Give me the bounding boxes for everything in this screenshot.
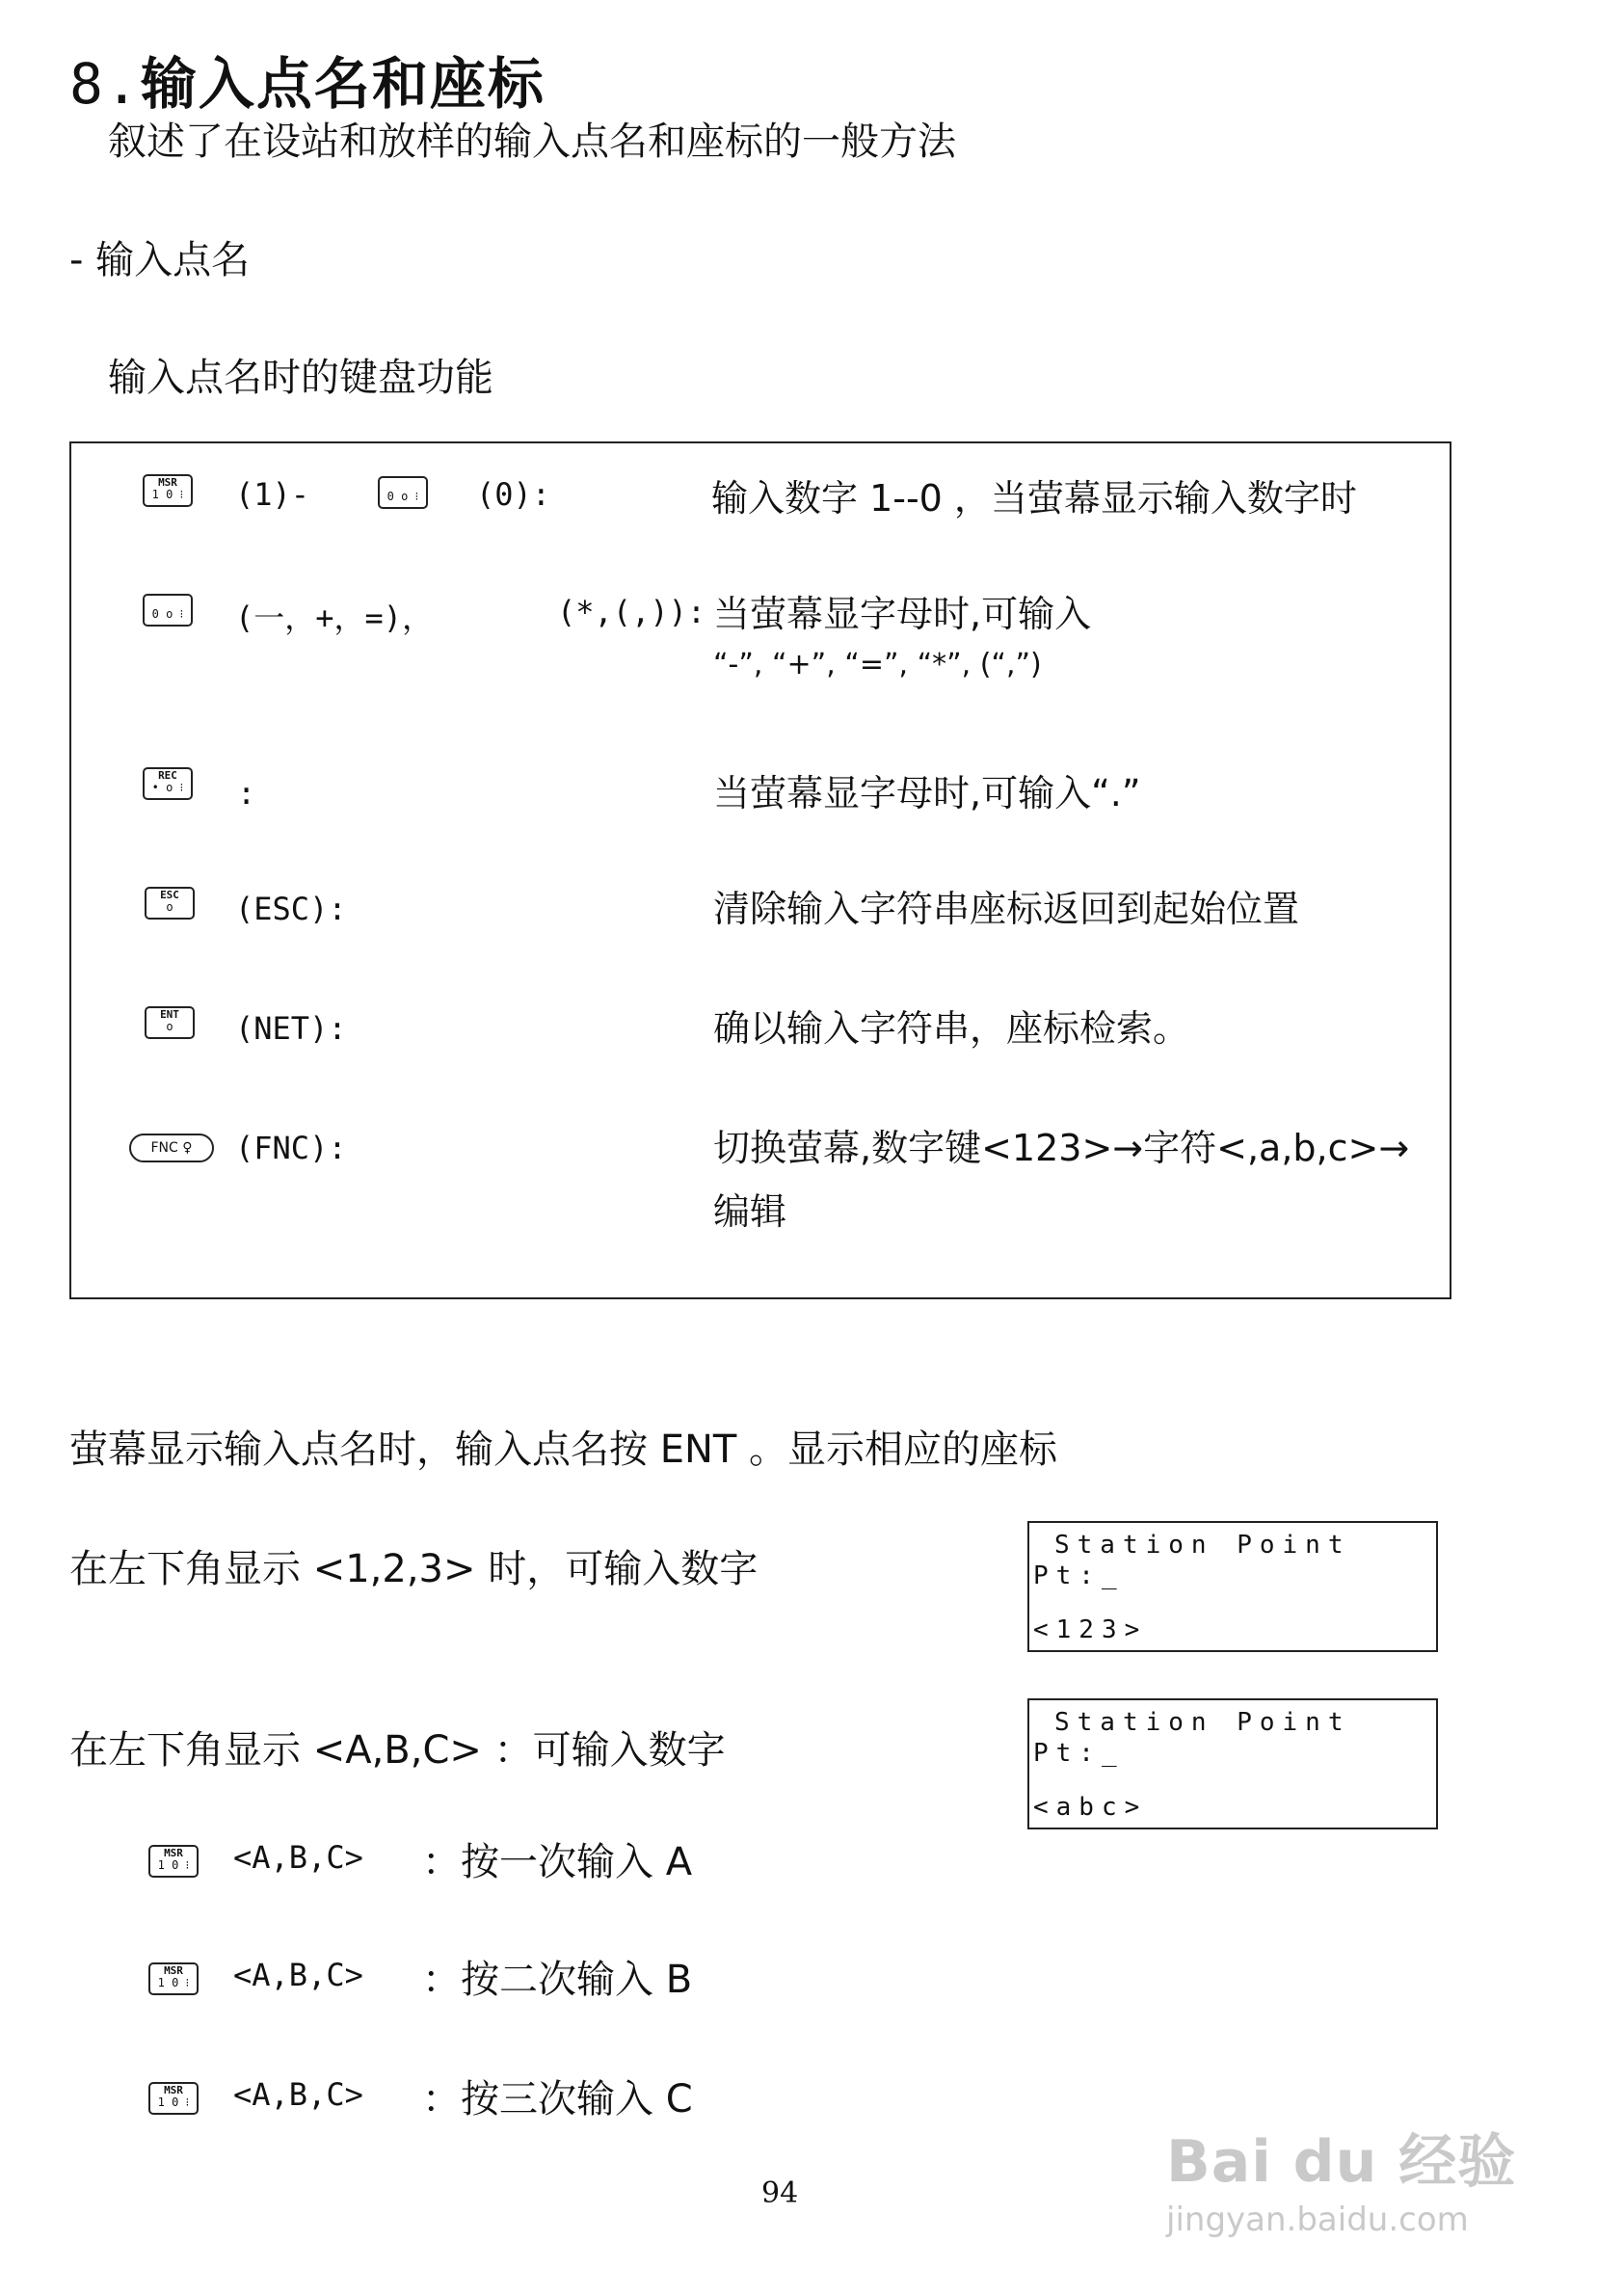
key-label: (ESC): bbox=[235, 891, 347, 927]
lcd-point-field: Pt:_ bbox=[1033, 1739, 1125, 1768]
lcd-alpha-screen bbox=[1027, 1698, 1438, 1829]
esc-key-icon: ESC o bbox=[145, 887, 195, 920]
lcd-mode: <abc> bbox=[1033, 1793, 1148, 1822]
key-desc: 当萤幕显字母时,可输入“.” bbox=[713, 772, 1141, 814]
key-desc: 输入数字 1--0 ，当萤幕显示输入数字时 bbox=[711, 477, 1357, 520]
key-label: (*,(,)): bbox=[557, 594, 706, 630]
section-title: 输入点名和座标 bbox=[140, 51, 546, 117]
para-alpha-mode: 在左下角显示 <A,B,C> ：可输入数字 bbox=[69, 1728, 726, 1773]
zero-key-icon: 0 o ⁝ bbox=[378, 476, 428, 509]
rec-key-icon: REC • o ⁝ bbox=[143, 767, 193, 800]
key-label: (FNC): bbox=[235, 1130, 347, 1166]
key-label: : bbox=[237, 775, 256, 812]
fnc-key-icon: FNC ♀ bbox=[129, 1134, 214, 1162]
section-heading bbox=[69, 39, 546, 120]
key-desc-line2: “-”, “+”, “=”, “*”, (“,”) bbox=[713, 648, 1042, 681]
watermark-url: jingyan.baidu.com bbox=[1166, 2201, 1469, 2239]
key-row-digits bbox=[143, 474, 193, 507]
msr-key-icon: MSR 1 0 ⁝ bbox=[148, 1962, 199, 1995]
key-desc: 当萤幕显字母时,可输入 bbox=[713, 593, 1092, 635]
key-desc: 确以输入字符串，座标检索。 bbox=[713, 1007, 1190, 1050]
press-desc: ：按一次输入 A bbox=[422, 1840, 693, 1884]
press-desc: ：按二次输入 B bbox=[422, 1958, 693, 2002]
para-numeric-mode: 在左下角显示 <1,2,3> 时，可输入数字 bbox=[69, 1547, 759, 1591]
lcd-point-field: Pt:_ bbox=[1033, 1561, 1125, 1590]
key-section-title: 输入点名时的键盘功能 bbox=[108, 356, 493, 400]
section-number: 8. bbox=[69, 51, 141, 117]
key-label: (一，+，=)， bbox=[235, 600, 434, 636]
lcd-title: Station Point bbox=[1054, 1531, 1351, 1560]
key-label: (1)- bbox=[235, 476, 310, 513]
msr-key-icon: MSR 1 0 ⁝ bbox=[148, 2082, 199, 2115]
intro-text: 叙述了在设站和放样的输入点名和座标的一般方法 bbox=[108, 120, 956, 164]
msr-key-icon: MSR 1 0 ⁝ bbox=[143, 474, 193, 507]
key-label: (NET): bbox=[235, 1010, 347, 1047]
ent-key-icon: ENT o bbox=[145, 1006, 195, 1039]
zero-key-icon: 0 o ⁝ bbox=[143, 594, 193, 627]
lcd-title: Station Point bbox=[1054, 1708, 1351, 1737]
key-desc-line2: 编辑 bbox=[713, 1190, 787, 1233]
msr-key-icon: MSR 1 0 ⁝ bbox=[148, 1845, 199, 1878]
lcd-numeric-screen bbox=[1027, 1521, 1438, 1652]
press-label: <A,B,C> bbox=[233, 1957, 363, 1993]
key-desc: 切换萤幕,数字键<123>→字符<,a,b,c>→ bbox=[713, 1127, 1410, 1169]
press-label: <A,B,C> bbox=[233, 1839, 363, 1876]
page-number: 94 bbox=[761, 2176, 799, 2210]
lcd-mode: <123> bbox=[1033, 1615, 1148, 1644]
subheading: - 输入点名 bbox=[69, 238, 251, 282]
key-label: (0): bbox=[476, 476, 551, 513]
baidu-watermark bbox=[1166, 2116, 1516, 2239]
para-screen: 萤幕显示输入点名时，输入点名按 ENT 。显示相应的座标 bbox=[69, 1428, 1058, 1472]
watermark-brand: Bai du 经验 bbox=[1166, 2128, 1517, 2196]
key-desc: 清除输入字符串座标返回到起始位置 bbox=[713, 888, 1300, 930]
press-desc: ：按三次输入 C bbox=[422, 2077, 693, 2122]
press-label: <A,B,C> bbox=[233, 2076, 363, 2113]
